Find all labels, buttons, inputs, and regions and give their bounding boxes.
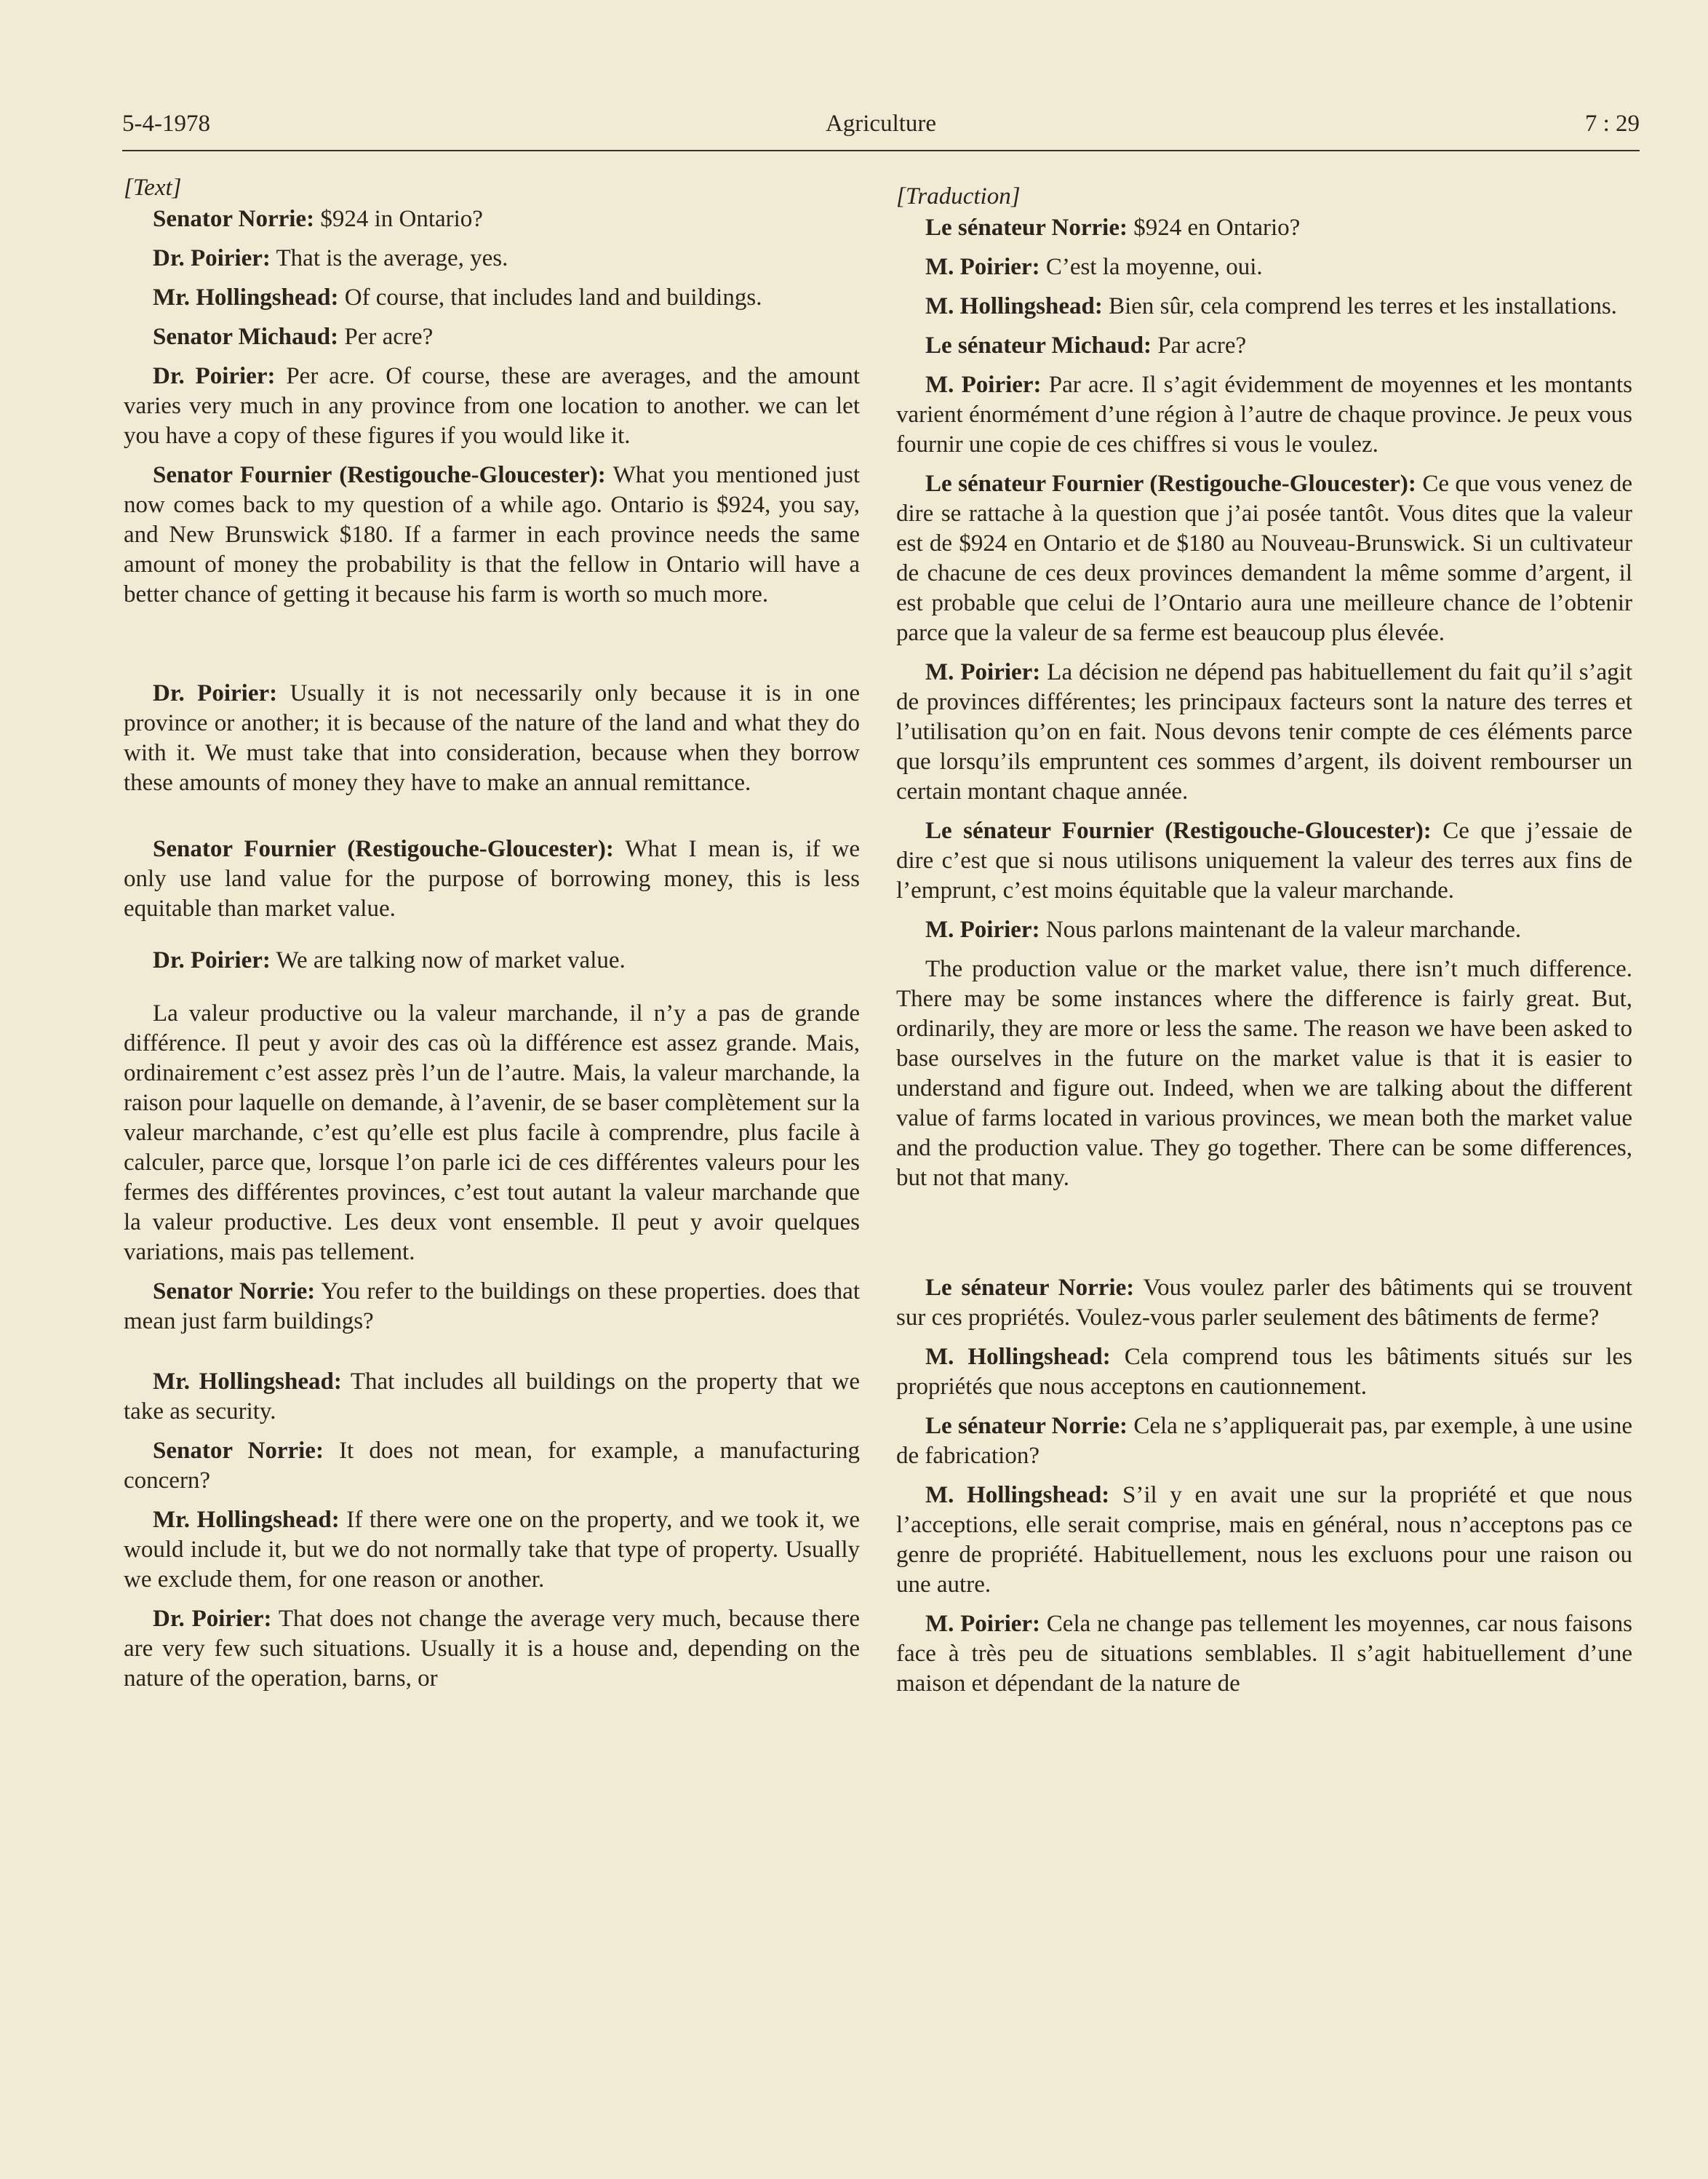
- header-title: Agriculture: [825, 111, 937, 137]
- speaker-name: Senator Michaud:: [153, 324, 339, 350]
- speaker-name: Senator Norrie:: [153, 1438, 324, 1464]
- speech-paragraph: [124, 1277, 860, 1337]
- speech-paragraph: [124, 204, 860, 234]
- speech-text: Cela ne s’appliquerait pas, par exemple, à une usine de fabrication?: [896, 1413, 1632, 1469]
- speaker-name: Le sénateur Michaud:: [925, 332, 1152, 359]
- speaker-name: Dr. Poirier:: [153, 363, 276, 389]
- header-page-number: 7 : 29: [1584, 111, 1640, 137]
- speech-text: La décision ne dépend pas habituellement du fait qu’il s’agit de provinces différentes; les principaux facteurs sont la nature des terres et l’utilisation qu’on en fait. Nous devons tenir compte de ces éléments parce que lorsqu’ils empruntent ces sommes d’argent, ils doivent rembourser un certain montant chaque année.: [896, 659, 1633, 805]
- speech-text: You refer to the buildings on these properties. does that mean just farm buildings?: [124, 1278, 860, 1334]
- speech-text: Vous voulez parler des bâtiments qui se trouvent sur ces propriétés. Voulez-vous parler seulement des bâtiments de ferme?: [896, 1275, 1632, 1331]
- speech-paragraph: [124, 1436, 860, 1496]
- speech-paragraph: [124, 1367, 860, 1427]
- page-header: [122, 108, 1640, 151]
- speaker-name: Senator Fournier (Restigouche-Gloucester):: [153, 462, 606, 488]
- speech-text: Ce que vous venez de dire se rattache à la question que j’ai posée tantôt. Vous dites que la valeur est de $924 en Ontario et de $180 au Nouveau-Brunswick. Si un cultivateur de chacune de ces deux provinces demandent la même somme d’argent, il est probable que celui de l’Ontario aura une meilleure chance de l’obtenir parce que la valeur de sa ferme est beaucoup plus élevée.: [896, 471, 1632, 646]
- speech-text: That does not change the average very much, because there are very few such situations. Usually it is a house and, depending on the nature of the operation, barns, or: [124, 1606, 861, 1692]
- speech-text: Usually it is not necessarily only because it is in one province or another; it is because of the nature of the land and what they do with it. We must take that into consideration, because when they borrow these amounts of money they have to make an annual remittance.: [124, 680, 861, 796]
- speaker-name: Le sénateur Norrie:: [925, 215, 1128, 241]
- speech-text: Par acre. Il s’agit évidemment de moyennes et les montants varient énormément d’une région à l’autre de chaque province. Je peux vous fournir une copie de ces chiffres si vous le voulez.: [896, 372, 1632, 458]
- speaker-name: Le sénateur Fournier (Restigouche-Gloucester):: [925, 471, 1416, 497]
- speech-paragraph: [896, 469, 1632, 648]
- speech-text: That is the average, yes.: [270, 245, 508, 271]
- speech-text: Per acre?: [338, 324, 434, 350]
- speaker-name: Le sénateur Norrie:: [925, 1275, 1135, 1301]
- speech-paragraph: [896, 1342, 1632, 1402]
- speech-text: What I mean is, if we only use land value for the purpose of borrowing money, this is less equitable than market value.: [124, 836, 860, 922]
- right-column: [896, 182, 1632, 1699]
- speech-paragraph: [124, 946, 860, 976]
- speech-text: If there were one on the property, and we took it, we would include it, but we do not normally take that type of property. Usually we exclude them, for one reason or another.: [124, 1507, 860, 1593]
- speech-paragraph: [124, 283, 860, 313]
- speech-paragraph: [896, 915, 1632, 945]
- speech-text: Cela comprend tous les bâtiments situés sur les propriétés que nous acceptons en cautionnement.: [896, 1344, 1633, 1400]
- speaker-name: Senator Norrie:: [153, 1278, 316, 1304]
- speaker-name: Mr. Hollingshead:: [153, 1507, 340, 1533]
- speech-paragraph: [896, 1273, 1632, 1333]
- speech-paragraph: [124, 461, 860, 610]
- speech-paragraph: [896, 370, 1632, 460]
- language-marker: [Text]: [124, 175, 182, 201]
- speech-paragraph: [124, 362, 860, 451]
- speech-text: Cela ne change pas tellement les moyennes, car nous faisons face à très peu de situations semblables. Il s’agit habituellement d’une maison et dépendant de la nature de: [896, 1611, 1632, 1697]
- speech-paragraph: [896, 1411, 1632, 1471]
- speech-paragraph: [896, 955, 1632, 1193]
- speaker-name: M. Poirier:: [925, 372, 1042, 398]
- speech-paragraph: [896, 331, 1632, 361]
- speaker-name: M. Poirier:: [925, 254, 1040, 280]
- speaker-name: Mr. Hollingshead:: [153, 284, 339, 311]
- language-marker: [Traduction]: [896, 183, 1021, 210]
- speech-text: That includes all buildings on the property that we take as security.: [124, 1369, 860, 1425]
- speech-paragraph: [896, 213, 1632, 243]
- speaker-name: M. Hollingshead:: [925, 1482, 1110, 1508]
- speaker-name: M. Poirier:: [925, 659, 1041, 685]
- speech-paragraph: [124, 1505, 860, 1595]
- speech-text: We are talking now of market value.: [270, 947, 626, 973]
- speech-paragraph: [124, 1604, 860, 1694]
- speech-paragraph: [896, 252, 1632, 282]
- speech-paragraph: [124, 679, 860, 798]
- speech-text: C’est la moyenne, oui.: [1039, 254, 1263, 280]
- speech-text: The production value or the market value, there isn’t much difference. There may be some instances where the difference is fairly great. But, ordinarily, they are more or less the same. The reason we have been asked to base ourselves in the future on the market value is that it is easier to understand and figure out. Indeed, when we are talking about the different value of farms located in various provinces, we mean both the market value and the production value. They go together. There can be some differences, but not that many.: [896, 956, 1632, 1191]
- speaker-name: Dr. Poirier:: [153, 947, 271, 973]
- speaker-name: Senator Fournier (Restigouche-Gloucester):: [153, 836, 614, 862]
- speech-text: Of course, that includes land and buildings.: [338, 284, 762, 311]
- speaker-name: M. Hollingshead:: [925, 1344, 1111, 1370]
- speaker-name: M. Poirier:: [925, 917, 1040, 943]
- speech-paragraph: [896, 1481, 1632, 1600]
- speaker-name: Dr. Poirier:: [153, 245, 271, 271]
- speaker-name: M. Hollingshead:: [925, 293, 1103, 319]
- speech-text: Ce que j’essaie de dire c’est que si nous utilisons uniquement la valeur des terres aux fins de l’emprunt, c’est moins équitable que la valeur marchande.: [896, 818, 1633, 904]
- speaker-name: Dr. Poirier:: [153, 680, 278, 706]
- speech-text: $924 in Ontario?: [314, 206, 483, 232]
- speech-paragraph: [896, 292, 1632, 322]
- speech-text: Nous parlons maintenant de la valeur marchande.: [1039, 917, 1522, 943]
- speaker-name: Senator Norrie:: [153, 206, 315, 232]
- speech-text: $924 en Ontario?: [1127, 215, 1301, 241]
- speech-paragraph: [124, 244, 860, 274]
- speech-text: Per acre. Of course, these are averages, and the amount varies very much in any province from one location to another. we can let you have a copy of these figures if you would like it.: [124, 363, 861, 449]
- speech-text: S’il y en avait une sur la propriété et que nous l’acceptions, elle serait comprise, mais en général, nous n’acceptons pas ce genre de propriété. Habituellement, nous les excluons pour une raison ou une autre.: [896, 1482, 1632, 1598]
- speaker-name: Le sénateur Norrie:: [925, 1413, 1128, 1439]
- speech-paragraph: [124, 834, 860, 924]
- speech-paragraph: [896, 1609, 1632, 1699]
- speech-paragraph: [124, 999, 860, 1267]
- speaker-name: Le sénateur Fournier (Restigouche-Gloucester):: [925, 818, 1432, 844]
- speech-paragraph: [896, 816, 1632, 906]
- speaker-name: M. Poirier:: [925, 1611, 1041, 1637]
- speech-paragraph: [124, 322, 860, 352]
- speech-text: It does not mean, for example, a manufacturing concern?: [124, 1438, 861, 1494]
- speech-text: What you mentioned just now comes back to my question of a while ago. Ontario is $924, you say, and New Brunswick $180. If a farmer in each province needs the same amount of money the probability is that the fellow in Ontario will have a better chance of getting it because his farm is worth so much more.: [124, 462, 860, 608]
- speech-paragraph: [896, 658, 1632, 807]
- speaker-name: Dr. Poirier:: [153, 1606, 272, 1632]
- left-column: [124, 173, 860, 1694]
- header-date: 5-4-1978: [122, 111, 210, 137]
- speaker-name: Mr. Hollingshead:: [153, 1369, 342, 1395]
- speech-text: La valeur productive ou la valeur marchande, il n’y a pas de grande différence. Il peut y avoir des cas où la différence est assez grande. Mais, ordinairement c’est assez près l’un de l’autre. Mais, la valeur marchande, la raison pour laquelle on demande, à l’avenir, de se baser complètement sur la valeur marchande, c’est qu’elle est plus facile à comprendre, plus facile à calculer, parce que, lorsque l’on parle ici de ces différentes valeurs pour les fermes des différentes provinces, c’est tout autant la valeur marchande que la valeur productive. Les deux vont ensemble. Il peut y avoir quelques variations, mais pas tellement.: [124, 1000, 860, 1265]
- speech-text: Par acre?: [1152, 332, 1247, 359]
- speech-text: Bien sûr, cela comprend les terres et les installations.: [1102, 293, 1617, 319]
